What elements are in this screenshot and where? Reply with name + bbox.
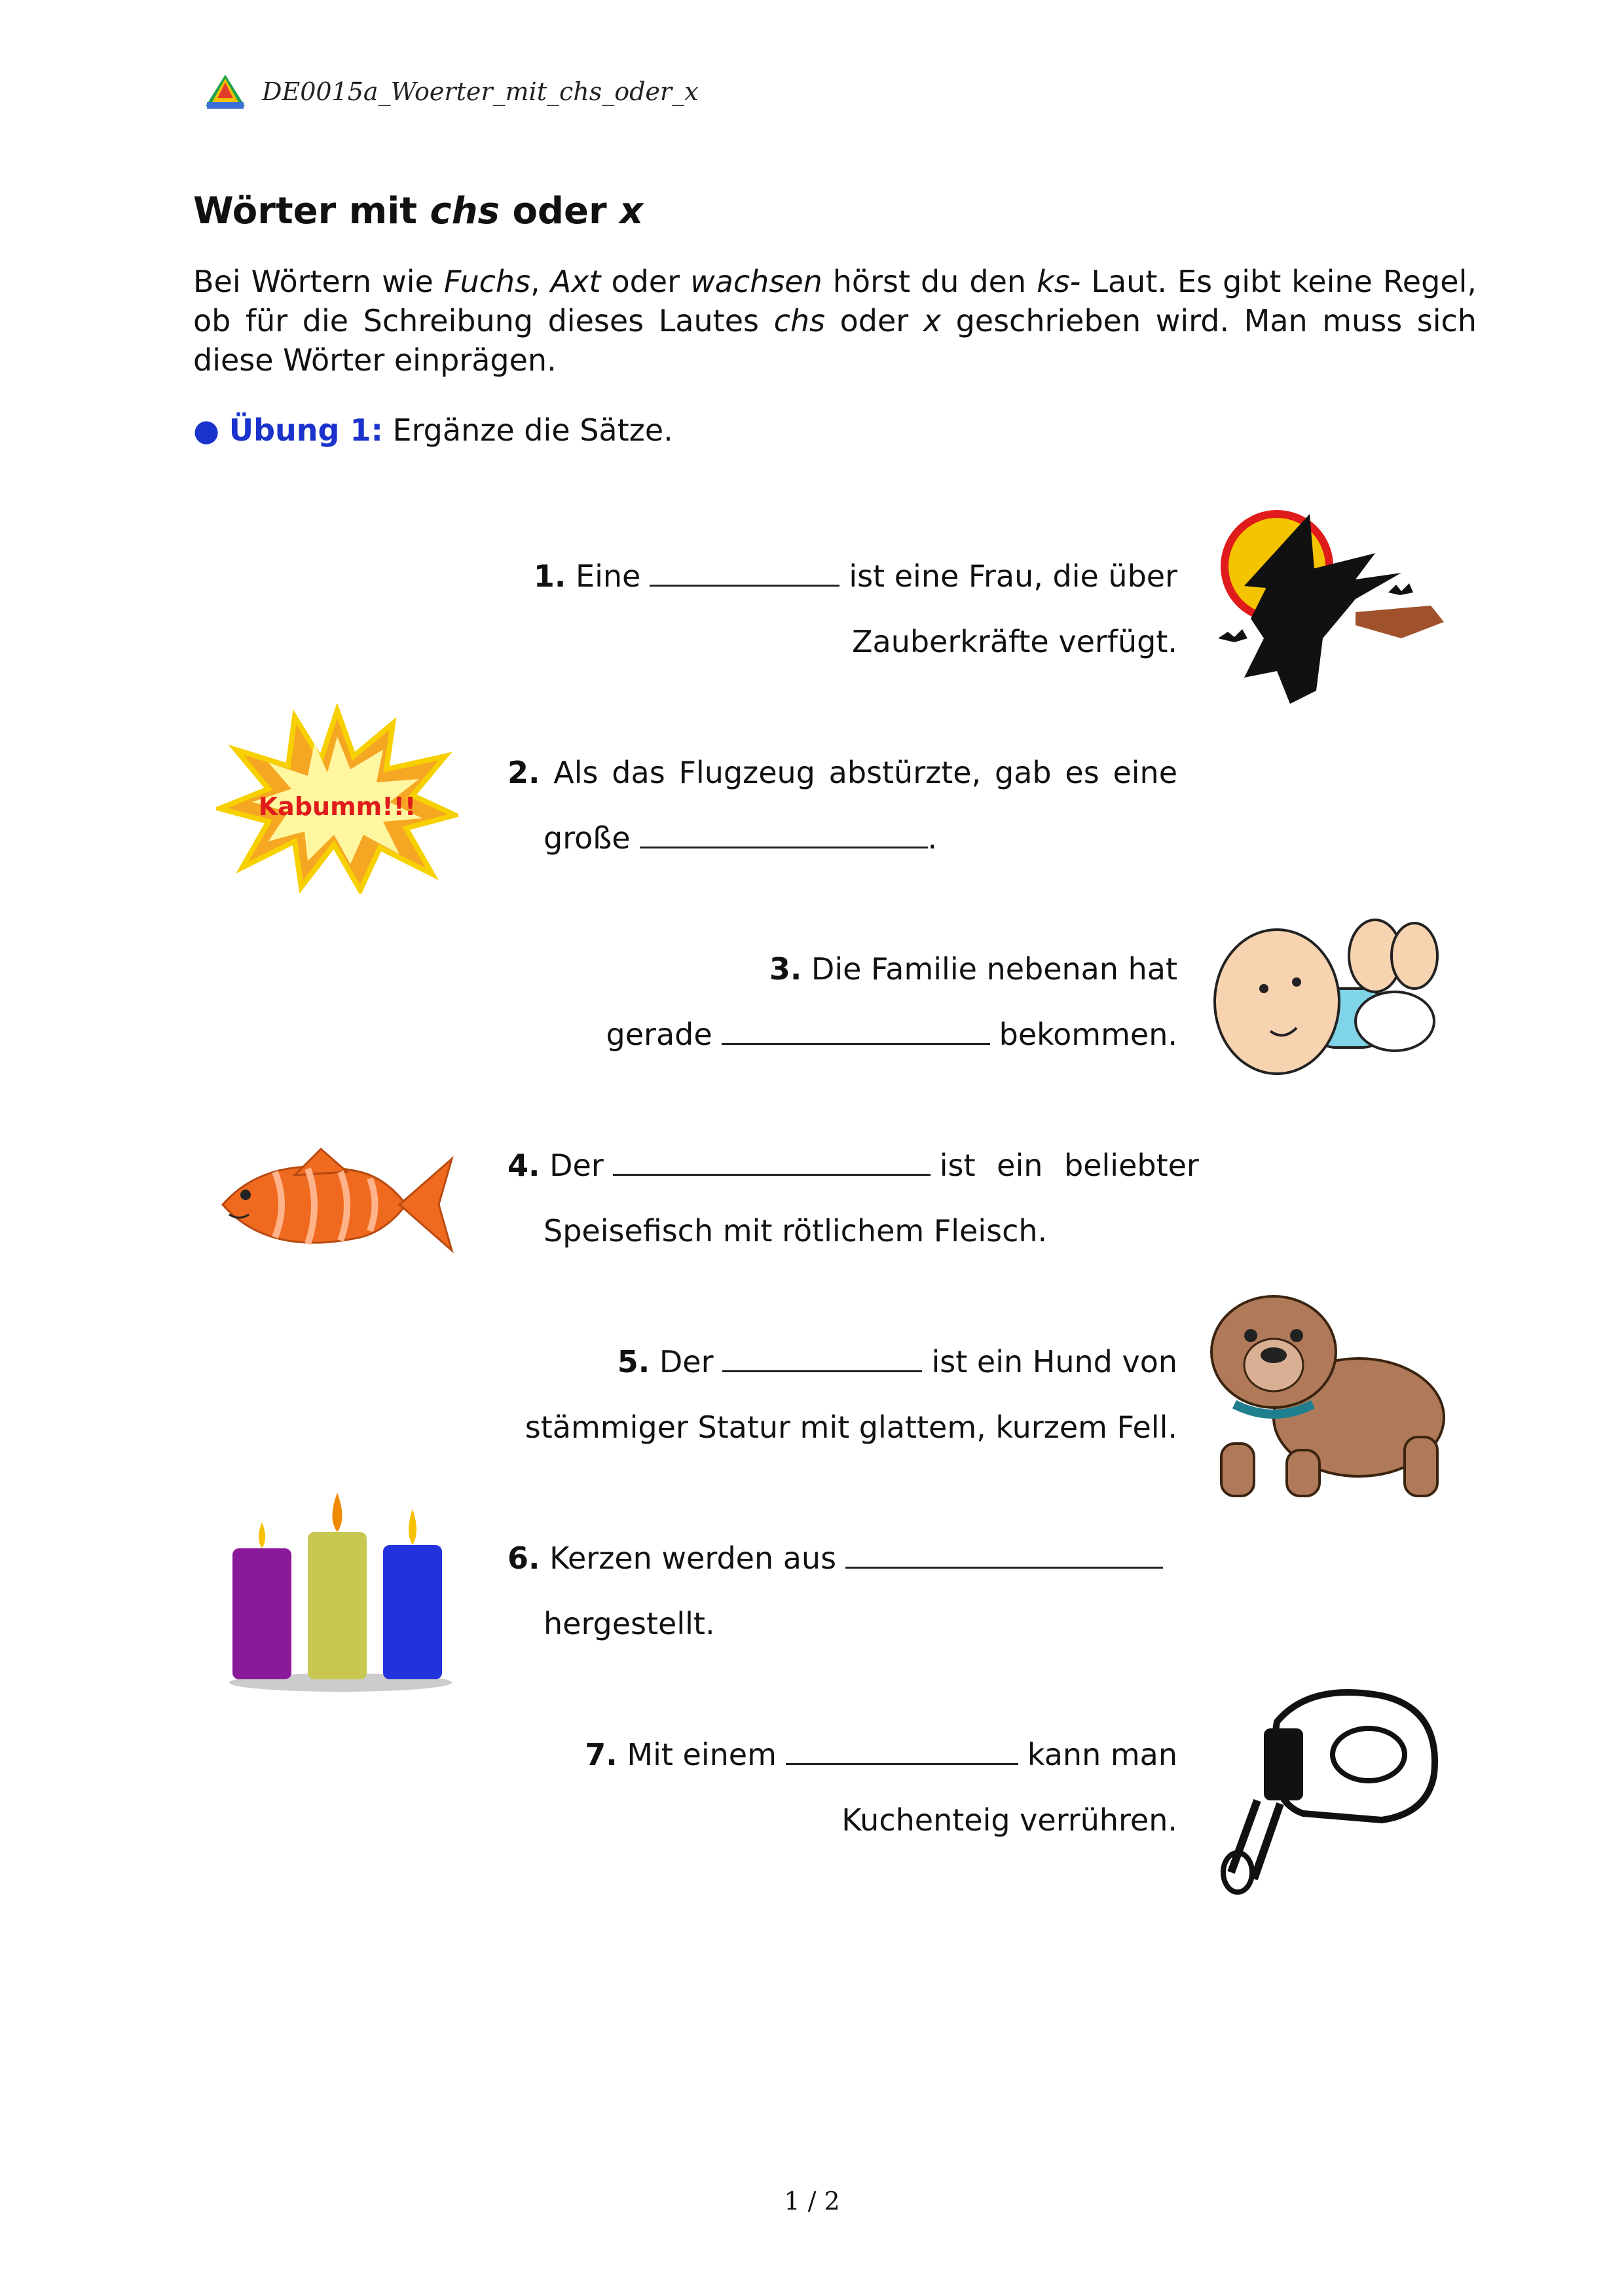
logo-icon [204,73,246,110]
page-title: Wörter mit chs oder x [193,190,644,232]
exercise-heading: ● Übung 1: Ergänze die Sätze. [193,412,673,448]
sentence-5-line-1: 5. Der ist ein Hund von [617,1344,1177,1379]
baby-icon [1211,917,1447,1087]
sentence-6-line-1: 6. Kerzen werden aus [507,1539,1172,1578]
sentence-4-line-1: 4. Der ist ein beliebter [507,1148,1199,1183]
sentence-3-line-1: 3. Die Familie nebenan hat [769,951,1177,987]
sentence-6-line-2: hergestellt. [544,1606,715,1641]
explosion-text: Kabumm!!! [258,792,416,821]
intro-paragraph: Bei Wörtern wie Fuchs, Axt oder wachsen hörst du den ks- Laut. Es gibt keine Regel, ob für die Schreibung dieses Lautes chs oder x geschrieben wird. Man muss sich diese Wörter einprägen. [193,264,1477,378]
sentence-1-line-2: Zauberkräfte verfügt. [852,624,1177,659]
explosion-icon [216,704,458,894]
document-filename: DE0015a_Woerter_mit_chs_oder_x [262,77,699,106]
page-number: 1 / 2 [784,2187,840,2215]
bulldog-icon [1208,1293,1450,1503]
sentence-7-line-1: 7. Mit einem kann man [585,1737,1177,1772]
witch-icon [1205,507,1447,704]
sentence-3-line-2: gerade bekommen. [606,1017,1177,1052]
sentence-1-line-1: 1. Eine ist eine Frau, die über [533,558,1177,594]
answer-blank-7[interactable] [786,1736,1018,1765]
sentence-5-line-2: stämmiger Statur mit glattem, kurzem Fell. [525,1410,1177,1445]
sentence-4-line-2: Speisefisch mit rötlichem Fleisch. [544,1213,1048,1248]
answer-blank-2[interactable] [640,819,928,848]
candles-icon [223,1489,458,1699]
mixer-icon [1211,1683,1447,1899]
answer-blank-3[interactable] [722,1015,990,1045]
answer-blank-4[interactable] [613,1146,931,1176]
sentence-2-line-2: große . [544,820,938,856]
sentence-2-line-1: 2. Als das Flugzeug abstürzte, gab es eine [507,755,1177,790]
answer-blank-1[interactable] [650,557,840,587]
fish-icon [216,1146,458,1264]
answer-blank-5[interactable] [722,1343,922,1372]
sentence-7-line-2: Kuchenteig verrühren. [841,1802,1177,1838]
answer-blank-6[interactable] [845,1539,1163,1569]
